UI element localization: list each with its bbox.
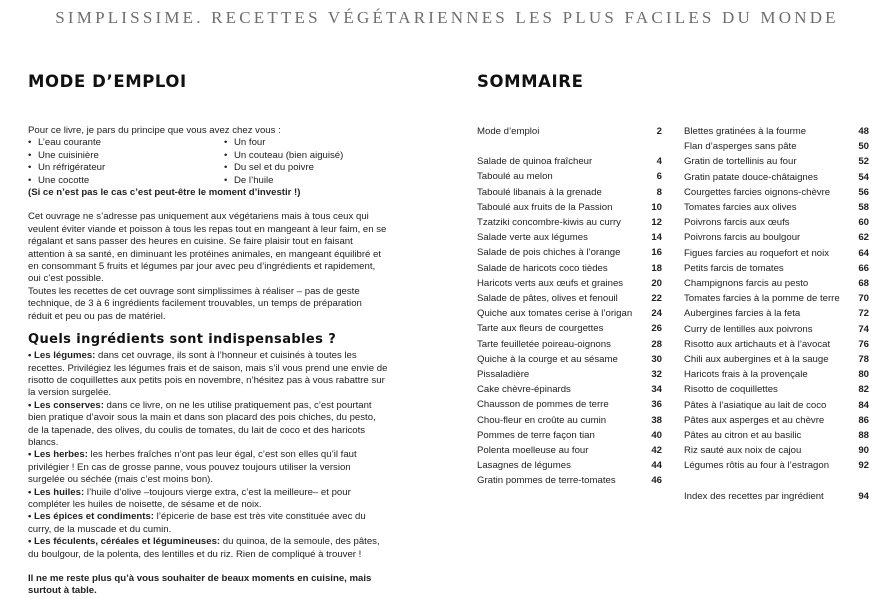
toc-entry-title: Tomates farcies à la pomme de terre xyxy=(684,293,840,305)
toc-entry-title: Gratin pommes de terre-tomates xyxy=(477,475,616,487)
toc-entry-title: Champignons farcis au pesto xyxy=(684,278,809,290)
toc-entry-page: 34 xyxy=(651,384,662,396)
toc-entry-page: 42 xyxy=(651,445,662,457)
toc-entry-page: 16 xyxy=(651,247,662,259)
toc-entry-title: Risotto aux artichauts et à l’avocat xyxy=(684,338,831,350)
toc-entry[interactable] xyxy=(684,458,869,473)
toc-entry[interactable] xyxy=(684,200,869,215)
closing-text: Il ne me reste plus qu’à vous souhaiter de beaux moments en cuisine, mais surtout à table. xyxy=(28,573,372,597)
toc-entry-title: Gratin patate douce-châtaignes xyxy=(684,171,818,183)
toc-entry-title: Salade verte aux légumes xyxy=(477,232,588,244)
toc-entry[interactable] xyxy=(477,382,662,397)
toc-entry[interactable] xyxy=(684,261,869,276)
toc-entry[interactable] xyxy=(477,169,662,184)
toc-entry-title: Salade de pâtes, olives et fenouil xyxy=(477,293,618,305)
toc-entry-page: 24 xyxy=(651,308,662,320)
toc-entry[interactable] xyxy=(684,428,869,443)
equipment-item: • Du sel et du poivre xyxy=(224,162,384,174)
toc-entry-title: Cake chèvre-épinards xyxy=(477,384,571,396)
toc-entry-page: 70 xyxy=(858,293,869,305)
toc-entry-page: 82 xyxy=(858,384,869,396)
toc-entry[interactable] xyxy=(477,321,662,336)
toc-entry-page: 84 xyxy=(858,399,869,411)
toc-entry-page: 68 xyxy=(858,278,869,290)
toc-entry-page: 58 xyxy=(858,202,869,214)
toc-entry[interactable] xyxy=(477,458,662,473)
toc-entry-title: Curry de lentilles aux poivrons xyxy=(684,323,813,335)
toc-entry-title: Pâtes au citron et au basilic xyxy=(684,430,802,442)
equipment-item: • Une cuisinière xyxy=(28,150,224,162)
toc-entry-page: 94 xyxy=(858,490,869,502)
toc-entry-page: 20 xyxy=(651,277,662,289)
toc-entry-page: 66 xyxy=(858,262,869,274)
toc-entry-title: Chili aux aubergines et à la sauge xyxy=(684,354,829,366)
equipment-item: • Un four xyxy=(224,137,384,149)
toc-entry-title: Flan d’asperges sans pâte xyxy=(684,141,797,153)
sommaire-heading: SOMMAIRE xyxy=(477,72,584,91)
equipment-item: • L’eau courante xyxy=(28,137,224,149)
toc-entry-title: Pâtes à l’asiatique au lait de coco xyxy=(684,399,827,411)
toc-entry-title: Tzatziki concombre-kiwis au curry xyxy=(477,217,621,229)
toc-entry-title: Riz sauté aux noix de cajou xyxy=(684,445,802,457)
toc-entry[interactable] xyxy=(477,443,662,458)
toc-entry-title: Salade de pois chiches à l’orange xyxy=(477,247,621,259)
toc-entry-title: Pissaladière xyxy=(477,369,530,381)
toc-entry-title: Chausson de pommes de terre xyxy=(477,399,609,411)
toc-entry-page: 74 xyxy=(858,323,869,335)
toc-entry-page: 30 xyxy=(651,353,662,365)
toc-entry-page: 46 xyxy=(651,475,662,487)
toc-entry[interactable] xyxy=(477,367,662,382)
toc-entry[interactable] xyxy=(684,230,869,245)
toc-entry-title: Quiche aux tomates cerise à l’origan xyxy=(477,308,633,320)
mode-emploi-heading: MODE D’EMPLOI xyxy=(28,72,187,91)
toc-entry-title: Légumes rôtis au four à l’estragon xyxy=(684,460,830,472)
toc-entry-page: 26 xyxy=(651,323,662,335)
toc-entry-page: 54 xyxy=(858,171,869,183)
toc-entry[interactable] xyxy=(684,367,869,382)
toc-entry[interactable] xyxy=(684,276,869,291)
toc-entry-title: Courgettes farcies oignons-chèvre xyxy=(684,186,831,198)
toc-entry-page: 56 xyxy=(858,186,869,198)
toc-entry-title: Polenta moelleuse au four xyxy=(477,445,589,457)
toc-entry[interactable] xyxy=(684,124,869,139)
toc-entry-title: Mode d’emploi xyxy=(477,126,540,137)
toc-entry-title: Index des recettes par ingrédient xyxy=(684,490,824,502)
toc-entry-page: 48 xyxy=(858,126,869,137)
toc-entry-title: Aubergines farcies à la feta xyxy=(684,308,801,320)
equipment-list xyxy=(28,137,388,187)
toc-entry[interactable] xyxy=(477,397,662,412)
toc-entry[interactable] xyxy=(477,245,662,260)
toc-entry[interactable] xyxy=(477,124,662,139)
equipment-item: • Un réfrigérateur xyxy=(28,162,224,174)
toc-entry-page: 62 xyxy=(858,232,869,244)
toc-entry[interactable] xyxy=(477,428,662,443)
toc-entry-page: 6 xyxy=(656,171,662,183)
toc-entry-page: 36 xyxy=(651,399,662,411)
toc-entry-title: Gratin de tortellinis au four xyxy=(684,156,797,168)
toc-entry-title: Taboulé aux fruits de la Passion xyxy=(477,201,613,213)
ingredient-paragraph: • Les épices et condiments: l’épicerie de base est très vite constituée avec du curry, de la muscade et du cumin. xyxy=(28,511,388,536)
toc-entry-page: 2 xyxy=(656,126,662,137)
toc-entry[interactable] xyxy=(477,306,662,321)
toc-entry-page: 38 xyxy=(651,414,662,426)
toc-entry-title: Tomates farcies aux olives xyxy=(684,202,797,214)
toc-entry[interactable] xyxy=(684,322,869,337)
toc-entry[interactable] xyxy=(477,276,662,291)
equipment-note: (Si ce n’est pas le cas c’est peut-être le moment d’investir !) xyxy=(28,187,301,199)
toc-entry-title: Pâtes aux asperges et au chèvre xyxy=(684,414,825,426)
ingredient-paragraph: • Les herbes: les herbes fraîches n’ont pas leur égal, c’est son elles qu’il faut privilégier ! En cas de grosse panne, vous pouvez toujours utiliser la version surgelée ou séchée (mais c’est moins bon). xyxy=(28,449,388,486)
toc-entry-page: 44 xyxy=(651,460,662,472)
toc-entry-title: Poivrons farcis au boulgour xyxy=(684,232,801,244)
toc-entry-title: Tarte aux fleurs de courgettes xyxy=(477,323,604,335)
mode-emploi-section xyxy=(28,125,388,598)
toc-entry[interactable] xyxy=(684,489,869,504)
toc-entry-title: Poivrons farcis aux œufs xyxy=(684,217,790,229)
toc-entry-page: 4 xyxy=(656,156,662,168)
toc-entry-title: Risotto de coquillettes xyxy=(684,384,778,396)
toc-entry-page: 28 xyxy=(651,338,662,350)
toc-entry-page: 76 xyxy=(858,338,869,350)
toc-entry[interactable] xyxy=(477,154,662,169)
toc-entry[interactable] xyxy=(477,185,662,200)
toc-entry[interactable] xyxy=(684,139,869,154)
toc-entry[interactable] xyxy=(684,291,869,306)
toc-entry[interactable] xyxy=(684,398,869,413)
recipes-paragraph: Toutes les recettes de cet ouvrage sont simplissimes à réaliser – pas de geste technique, de 3 à 6 ingrédients facilement trouvables, un temps de préparation réduit et peu ou pas de matériel. xyxy=(28,285,362,322)
toc-entry[interactable] xyxy=(684,154,869,169)
toc-entry-page: 52 xyxy=(858,156,869,168)
equipment-item: • De l’huile xyxy=(224,175,384,187)
toc-entry-title: Salade de quinoa fraîcheur xyxy=(477,156,593,168)
ingredient-paragraph: • Les légumes: dans cet ouvrage, ils sont à l’honneur et cuisinés à toutes les recettes. Privilégiez les légumes frais et de saison, mais s’il vous prend une envie de risotto de coquillettes aux petits pois en novembre, n’hésitez pas à vous rabattre sur la version surgelée. xyxy=(28,350,388,400)
equipment-item: • Une cocotte xyxy=(28,175,224,187)
toc-entry-page: 10 xyxy=(651,201,662,213)
toc-entry-page: 12 xyxy=(651,217,662,229)
ingredient-paragraph: • Les féculents, céréales et légumineuses: du quinoa, de la semoule, des pâtes, du boulgour, de la polenta, des lentilles et du riz. Rien de compliqué à trouver ! xyxy=(28,536,388,561)
intro-text: Pour ce livre, je pars du principe que vous avez chez vous : xyxy=(28,125,281,136)
toc-entry-title: Pommes de terre façon tian xyxy=(477,429,595,441)
ingredient-paragraph: • Les conserves: dans ce livre, on ne les utilise pratiquement pas, c’est pourtant bien pratique d’avoir sous la main et dans son placard des pois chiches, du pesto, de la tapenade, des olives, du coulis de tomates, du lait de coco et des haricots blancs. xyxy=(28,400,388,450)
sommaire-column-1 xyxy=(477,124,662,489)
toc-entry-page: 92 xyxy=(858,460,869,472)
toc-entry[interactable] xyxy=(477,291,662,306)
toc-entry-page: 14 xyxy=(651,232,662,244)
toc-entry[interactable] xyxy=(477,352,662,367)
toc-entry[interactable] xyxy=(684,413,869,428)
toc-entry-page: 88 xyxy=(858,430,869,442)
toc-entry[interactable] xyxy=(684,337,869,352)
ingredients-subheading: Quels ingrédients sont indispensables ? xyxy=(28,332,337,348)
toc-entry-title: Quiche à la courge et au sésame xyxy=(477,353,618,365)
toc-entry-title: Lasagnes de légumes xyxy=(477,460,571,472)
toc-entry-title: Figues farcies au roquefort et noix xyxy=(684,247,830,259)
intro-paragraph: Cet ouvrage ne s’adresse pas uniquement aux végétariens mais à tous ceux qui veulent éviter viande et poisson à tous les repas tout en mangeant à leur faim, en se régalant et sans passer des heures en cuisine. Se faire plaisir tout en faisant attention à sa santé, en diminuant les protéines animales, en mangeant équilibré et en consommant 5 fruits et légumes par jour avec peu d’ingrédients et rapidement, oui c’est possible. xyxy=(28,211,387,285)
toc-entry-page: 86 xyxy=(858,414,869,426)
toc-entry-title: Taboulé libanais à la grenade xyxy=(477,186,602,198)
toc-entry[interactable] xyxy=(684,443,869,458)
toc-entry-title: Petits farcis de tomates xyxy=(684,262,784,274)
book-title-banner: SIMPLISSIME. RECETTES VÉGÉTARIENNES LES PLUS FACILES DU MONDE xyxy=(55,8,839,27)
toc-entry[interactable] xyxy=(477,473,662,488)
ingredient-paragraph: • Les huiles: l’huile d’olive –toujours vierge extra, c’est la meilleure– et pour compléter les huiles de noisette, de sésame et de noix. xyxy=(28,487,388,512)
toc-entry-title: Blettes gratinées à la fourme xyxy=(684,126,807,137)
toc-entry[interactable] xyxy=(477,230,662,245)
toc-entry-title: Salade de haricots coco tièdes xyxy=(477,262,608,274)
toc-entry[interactable] xyxy=(477,200,662,215)
toc-entry-page: 40 xyxy=(651,429,662,441)
toc-entry-title: Tarte feuilletée poireau-oignons xyxy=(477,338,611,350)
toc-entry[interactable] xyxy=(684,246,869,261)
toc-entry[interactable] xyxy=(477,261,662,276)
toc-entry[interactable] xyxy=(684,185,869,200)
toc-entry[interactable] xyxy=(477,215,662,230)
toc-entry[interactable] xyxy=(477,337,662,352)
toc-entry-page: 22 xyxy=(651,293,662,305)
toc-entry[interactable] xyxy=(684,215,869,230)
toc-entry-page: 32 xyxy=(651,369,662,381)
toc-entry-page: 80 xyxy=(858,369,869,381)
toc-entry-page: 78 xyxy=(858,354,869,366)
toc-entry-page: 72 xyxy=(858,308,869,320)
toc-entry-title: Haricots frais à la provençale xyxy=(684,369,808,381)
equipment-item: • Un couteau (bien aiguisé) xyxy=(224,150,384,162)
toc-entry-page: 64 xyxy=(858,247,869,259)
toc-entry-page: 18 xyxy=(651,262,662,274)
toc-entry-page: 50 xyxy=(858,141,869,153)
toc-entry-title: Haricots verts aux œufs et graines xyxy=(477,277,624,289)
toc-entry-title: Taboulé au melon xyxy=(477,171,553,183)
toc-entry[interactable] xyxy=(477,413,662,428)
toc-entry[interactable] xyxy=(684,170,869,185)
sommaire-column-2 xyxy=(684,124,869,504)
toc-entry[interactable] xyxy=(684,382,869,397)
toc-entry-page: 90 xyxy=(858,445,869,457)
toc-entry[interactable] xyxy=(684,352,869,367)
toc-entry-title: Chou-fleur en croûte au cumin xyxy=(477,414,607,426)
toc-entry[interactable] xyxy=(684,306,869,321)
toc-entry-page: 60 xyxy=(858,217,869,229)
toc-entry-page: 8 xyxy=(656,186,662,198)
